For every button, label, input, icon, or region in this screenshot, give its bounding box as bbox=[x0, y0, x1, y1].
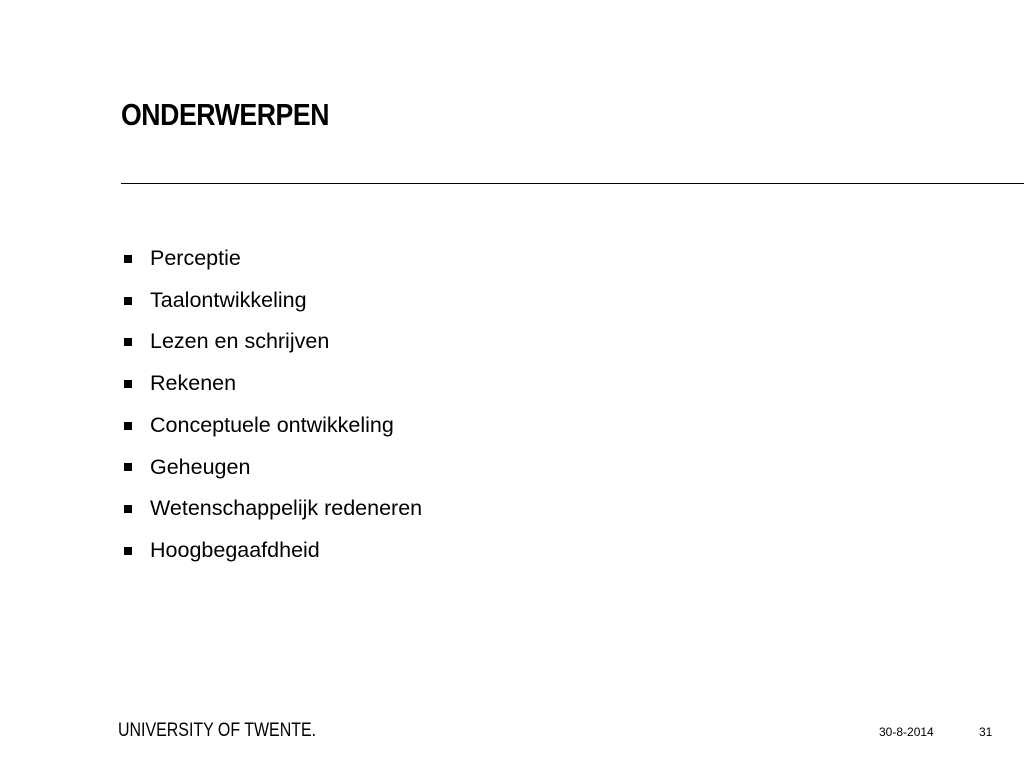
square-bullet-icon bbox=[124, 380, 132, 388]
square-bullet-icon bbox=[124, 547, 132, 555]
slide-title: ONDERWERPEN bbox=[121, 97, 330, 132]
page-number: 31 bbox=[979, 725, 993, 739]
bullet-item bbox=[121, 238, 422, 280]
university-logo: UNIVERSITY OF TWENTE. bbox=[118, 720, 317, 741]
bullet-text: Geheugen bbox=[150, 454, 251, 479]
square-bullet-icon bbox=[124, 338, 132, 346]
bullet-text: Rekenen bbox=[150, 371, 237, 396]
bullet-item bbox=[121, 488, 422, 530]
square-bullet-icon bbox=[124, 463, 132, 471]
square-bullet-icon bbox=[124, 422, 132, 430]
square-bullet-icon bbox=[124, 255, 132, 263]
bullet-item bbox=[121, 446, 422, 488]
bullet-item bbox=[121, 363, 422, 405]
bullet-text: Lezen en schrijven bbox=[150, 329, 330, 354]
bullet-text: Wetenschappelijk redeneren bbox=[150, 496, 423, 521]
bullet-text: Taalontwikkeling bbox=[150, 287, 307, 312]
bullet-item bbox=[121, 321, 422, 363]
bullet-item bbox=[121, 280, 422, 322]
bullet-list bbox=[121, 238, 422, 572]
bullet-item bbox=[121, 530, 422, 572]
title-divider bbox=[121, 183, 1024, 184]
bullet-text: Conceptuele ontwikkeling bbox=[150, 412, 394, 437]
bullet-item bbox=[121, 405, 422, 447]
square-bullet-icon bbox=[124, 297, 132, 305]
square-bullet-icon bbox=[124, 505, 132, 513]
bullet-text: Perceptie bbox=[150, 246, 241, 271]
footer-date: 30-8-2014 bbox=[879, 725, 934, 739]
bullet-text: Hoogbegaafdheid bbox=[150, 537, 320, 562]
